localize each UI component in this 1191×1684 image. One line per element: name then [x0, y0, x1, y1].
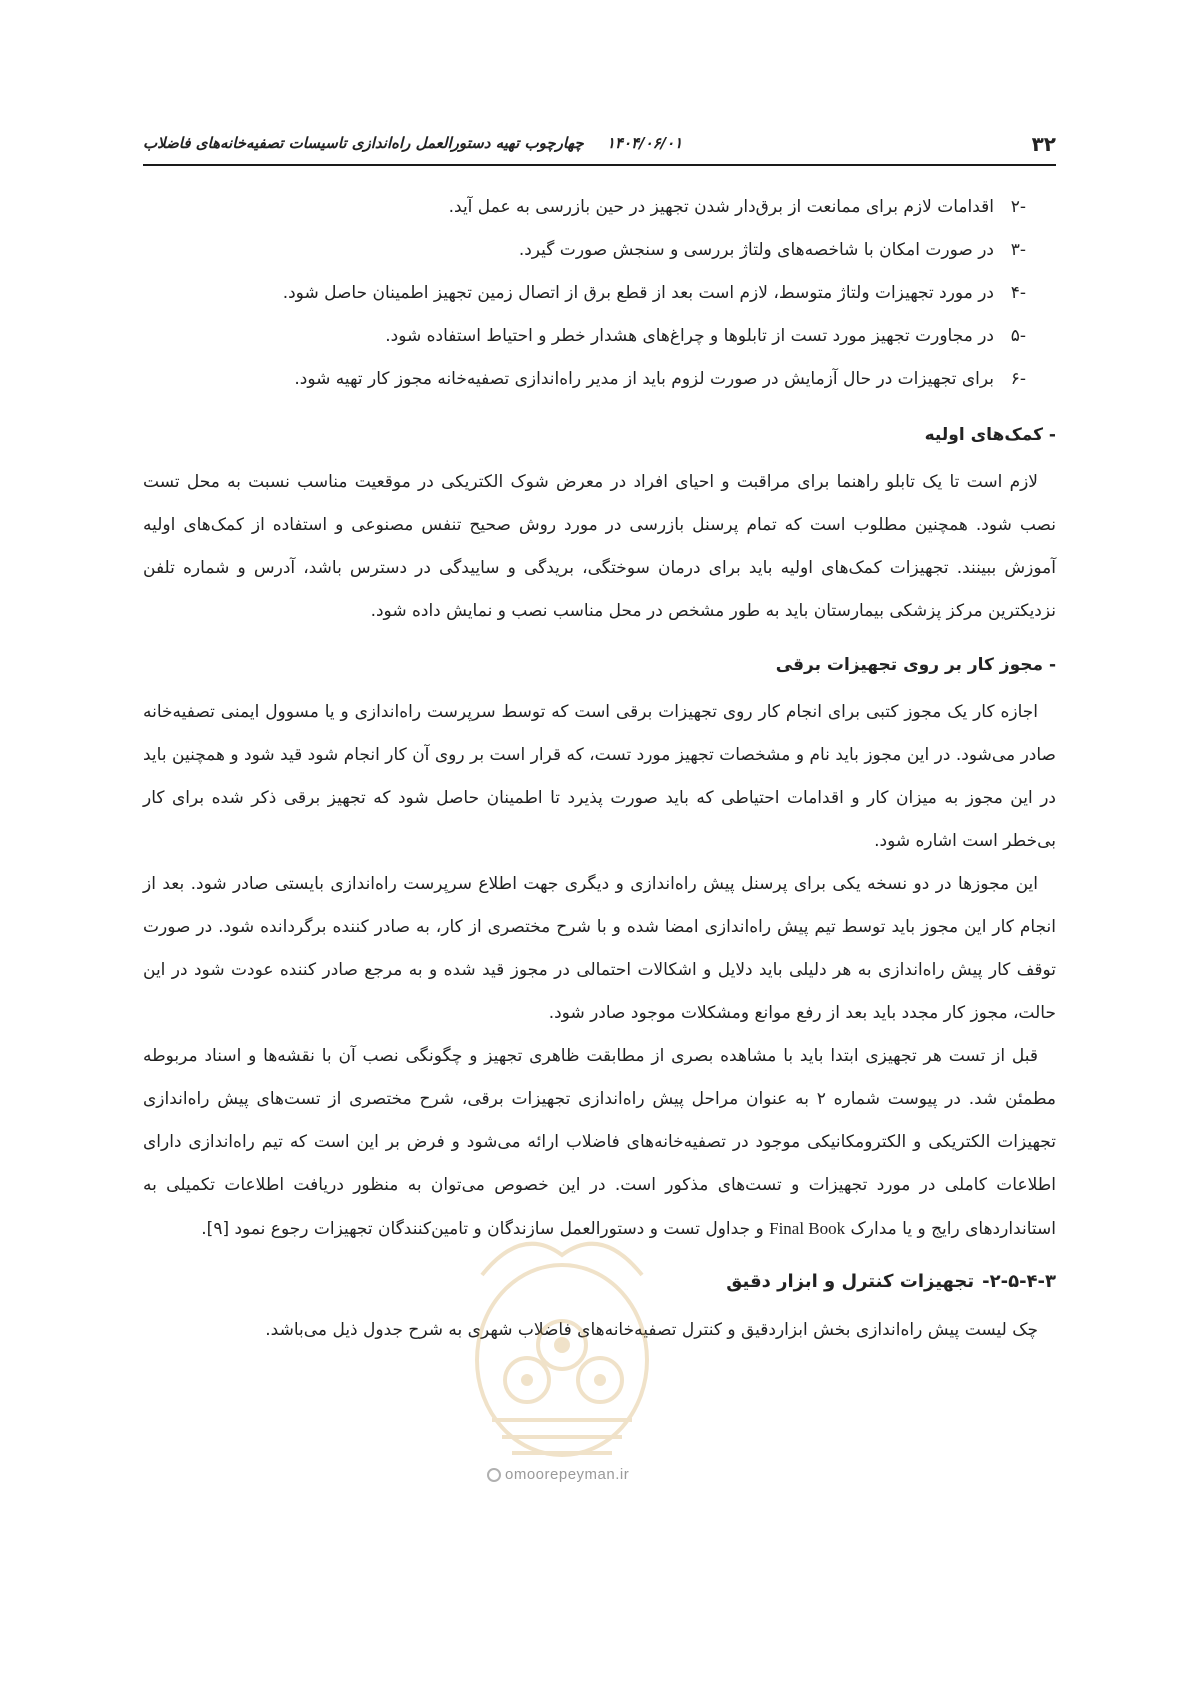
list-item-number: -۲ — [1010, 197, 1026, 217]
header-date: ۱۴۰۴/۰۶/۰۱ — [606, 134, 683, 152]
list-item — [143, 229, 1026, 272]
list-item-text: در مورد تجهیزات ولتاژ متوسط، لازم است بعد از قطع برق از اتصال زمین تجهیز اطمینان حاصل شود. — [282, 283, 994, 303]
header-title-text: چهارچوب تهیه دستورالعمل راه‌اندازی تاسیسات تصفیه‌خانه‌های فاضلاب — [143, 134, 584, 152]
list-item-number: -۴ — [1010, 283, 1026, 303]
list-item — [143, 272, 1026, 315]
control-section-heading — [143, 1261, 1056, 1303]
first-aid-heading: - کمک‌های اولیه — [924, 425, 1056, 445]
list-item-text: در صورت امکان با شاخصه‌های ولتاژ بررسی و سنجش صورت گیرد. — [518, 240, 994, 260]
work-permit-paragraph-1: اجازه کار یک مجوز کتبی برای انجام کار روی تجهیزات برقی است که توسط سرپرست راه‌اندازی و یا مسوول ایمنی تصفیه‌خانه صادر می‌شود. در این مجوز باید نام و مشخصات تجهیز مورد تست، که قرار است بر روی آن کار انجام شود قید شود و همچنین باید در این مجوز به میزان کار و اقدامات احتیاطی که باید صورت پذیرد تا اطمینان حاصل شود که تجهیز برقی ذکر شده برای کار بی‌خطر است اشاره شود. — [143, 702, 1056, 851]
page-header — [143, 128, 1056, 166]
list-item — [143, 186, 1026, 229]
list-item-text: برای تجهیزات در حال آزمایش در صورت لزوم باید از مدیر راه‌اندازی تصفیه‌خانه مجوز کار تهیه شود. — [294, 369, 994, 389]
final-book-term: Final Book — [769, 1219, 846, 1238]
paragraph-text: قبل از تست هر تجهیزی ابتدا باید با مشاهده بصری از مطابقت ظاهری تجهیز و چگونگی نصب آن با نقشه‌ها و اسناد مربوطه مطمئن شد. در پیوست شماره ۲ به عنوان مراحل پیش راه‌اندازی تجهیزات برقی، شرح مختصری از تست‌های پیش راه‌اندازی تجهیزات الکتریکی و الکترومکانیکی موجود در تصفیه‌خانه‌های فاضلاب ارائه می‌شود و فرض بر این است که تیم راه‌اندازی دارای اطلاعات کاملی در مورد تجهیزات و تست‌های مذکور است. در این خصوص می‌توان به منظور دریافت اطلاعات تکمیلی به استانداردهای رایج و یا مدارک — [143, 1046, 1056, 1239]
watermark-url — [487, 1466, 629, 1483]
list-item-number: -۵ — [1010, 326, 1026, 346]
work-permit-paragraph-3 — [143, 1035, 1056, 1251]
list-item — [143, 358, 1026, 401]
page-number: ۳۲ — [1031, 132, 1056, 156]
work-permit-heading: - مجوز کار بر روی تجهیزات برقی — [775, 655, 1056, 675]
list-item-text: در مجاورت تجهیز مورد تست از تابلوها و چراغ‌های هشدار خطر و احتیاط استفاده شود. — [385, 326, 994, 346]
list-item-text: اقدامات لازم برای ممانعت از برق‌دار شدن تجهیز در حین بازرسی به عمل آید. — [448, 197, 994, 217]
list-item-number: -۳ — [1010, 240, 1026, 260]
running-title — [143, 134, 682, 152]
work-permit-paragraph-2: این مجوزها در دو نسخه یکی برای پرسنل پیش راه‌اندازی و دیگری جهت اطلاع سرپرست راه‌اندازی بایستی صادر شود. بعد از انجام کار این مجوز باید توسط تیم پیش راه‌اندازی امضا شده و با شرح مختصری از کار، به صادر کننده برگردانده شود. در صورت توقف کار پیش راه‌اندازی به هر دلیلی باید دلایل و اشکالات احتمالی در مجوز قید شده و به مرجع صادر کننده عودت شود در این حالت، مجوز کار مجدد باید بعد از رفع موانع ومشکلات موجود صادر شود. — [143, 874, 1056, 1023]
section-number: ۲-۵-۴-۳- — [982, 1271, 1056, 1292]
list-item-number: -۶ — [1010, 369, 1026, 389]
watermark-globe-icon — [487, 1468, 501, 1482]
page-content — [143, 186, 1056, 1352]
watermark-url-text: omoorepeyman.ir — [505, 1466, 630, 1483]
paragraph-text: و جداول تست و دستورالعمل سازندگان و تامین‌کنندگان تجهیزات رجوع نمود [۹]. — [201, 1219, 770, 1239]
first-aid-paragraph: لازم است تا یک تابلو راهنما برای مراقبت و احیای افراد در معرض شوک الکتریکی در موقعیت مناسب نسبت به محل تست نصب شود. همچنین مطلوب است که تمام پرسنل بازرسی در مورد روش صحیح تنفس مصنوعی و استفاده از کمک‌های اولیه آموزش ببینند. تجهیزات کمک‌های اولیه باید برای درمان سوختگی، بریدگی و ساییدگی در دسترس باشد، آدرس و شماره تلفن نزدیکترین مرکز پزشکی بیمارستان باید به طور مشخص در محل مناسب نصب و نمایش داده شود. — [143, 472, 1056, 621]
section-title: تجهیزات کنترل و ابزار دقیق — [726, 1271, 975, 1292]
list-item — [143, 315, 1026, 358]
numbered-list — [143, 186, 1056, 401]
control-section-paragraph: چک لیست پیش راه‌اندازی بخش ابزاردقیق و کنترل تصفیه‌خانه‌های فاضلاب شهری به شرح جدول ذیل می‌باشد. — [265, 1320, 1038, 1340]
